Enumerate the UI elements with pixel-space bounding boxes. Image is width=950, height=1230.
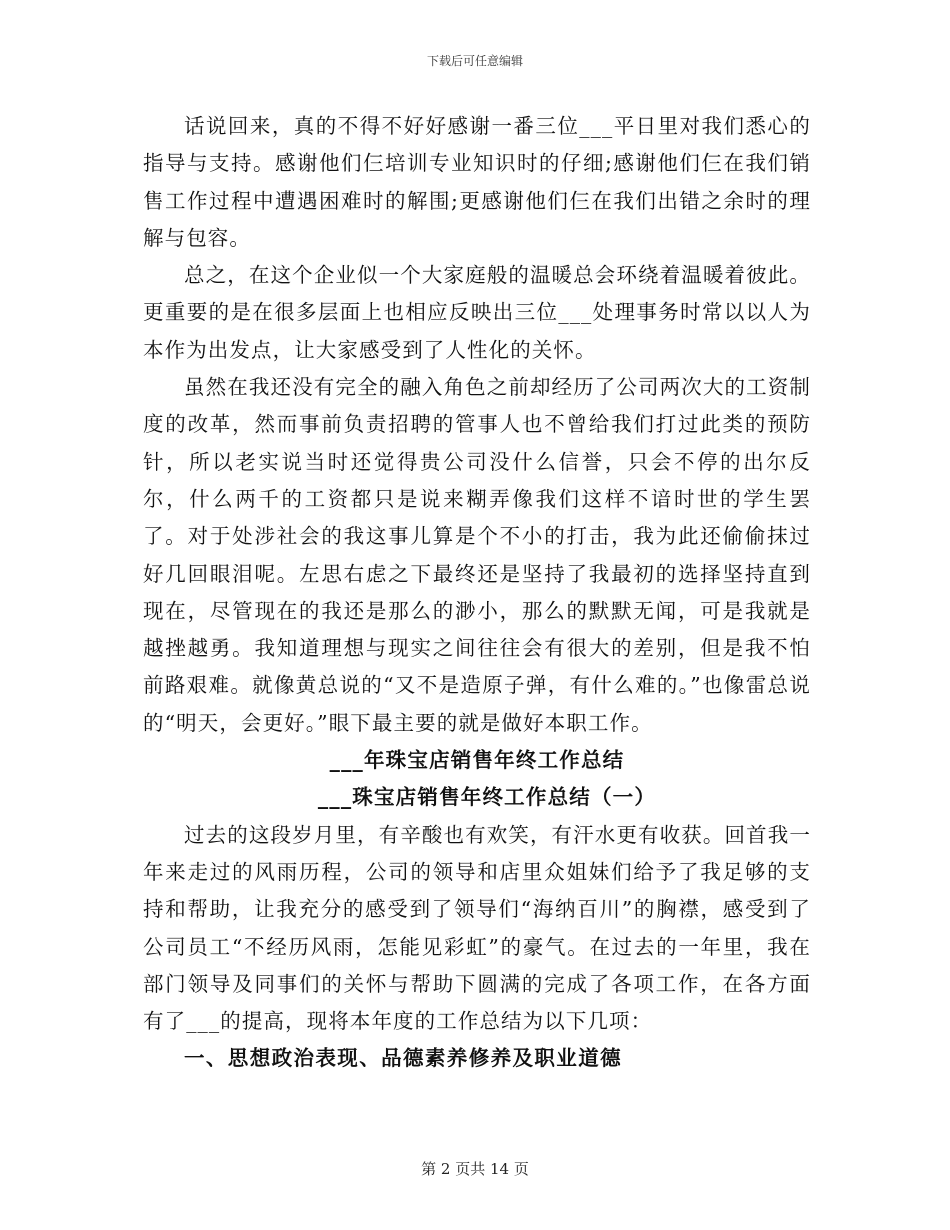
document-body [143,108,811,1078]
section-heading: 一、思想政治表现、品德素养修养及职业道德 [184,1046,622,1071]
page-header: 下载后可任意编辑 [426,54,523,68]
page-footer: 第 2 页共 14 页 [421,1160,529,1178]
document-subtitle: ___珠宝店销售年终工作总结（一） [317,785,657,810]
paragraph-summary: 总之，在这个企业似一个大家庭般的温暖总会环绕着温暖着彼此。更重要的是在很多层面上也相应反映出三位___处理事务时常以以人为本作为出发点，让大家感受到了人性化的关怀。 [143,263,811,362]
paragraph-reflection: 虽然在我还没有完全的融入角色之前却经历了公司两次大的工资制度的改革，然而事前负责招聘的管事人也不曾给我们打过此类的预防针，所以老实说当时还觉得贵公司没什么信誉，只会不停的出尔反尔，什么两千的工资都只是说来糊弄像我们这样不谙时世的学生罢了。对于处涉社会的我这事儿算是个不小的打击，我为此还偷偷抹过好几回眼泪呢。左思右虑之下最终还是坚持了我最初的选择坚持直到现在，尽管现在的我还是那么的渺小，那么的默默无闻，可是我就是越挫越勇。我知道理想与现实之间往往会有很大的差别，但是我不怕前路艰难。就像黄总说的“又不是造原子弹，有什么难的。”也像雷总说的“明天，会更好。”眼下最主要的就是做好本职工作。 [143,375,811,735]
document-title: ___年珠宝店销售年终工作总结 [329,748,625,773]
paragraph-intro: 过去的这段岁月里，有辛酸也有欢笑，有汗水更有收获。回首我一年来走过的风雨历程，公司的领导和店里众姐妹们给予了我足够的支持和帮助，让我充分的感受到了领导们“海纳百川”的胸襟，感受到了公司员工“不经历风雨，怎能见彩虹”的豪气。在过去的一年里，我在部门领导及同事们的关怀与帮助下圆满的完成了各项工作，在各方面有了___的提高，现将本年度的工作总结为以下几项： [143,822,811,1034]
paragraph-thanks: 话说回来，真的不得不好好感谢一番三位___平日里对我们悉心的指导与支持。感谢他们仨培训专业知识时的仔细;感谢他们仨在我们销售工作过程中遭遇困难时的解围;更感谢他们仨在我们出错之余时的理解与包容。 [143,114,811,250]
